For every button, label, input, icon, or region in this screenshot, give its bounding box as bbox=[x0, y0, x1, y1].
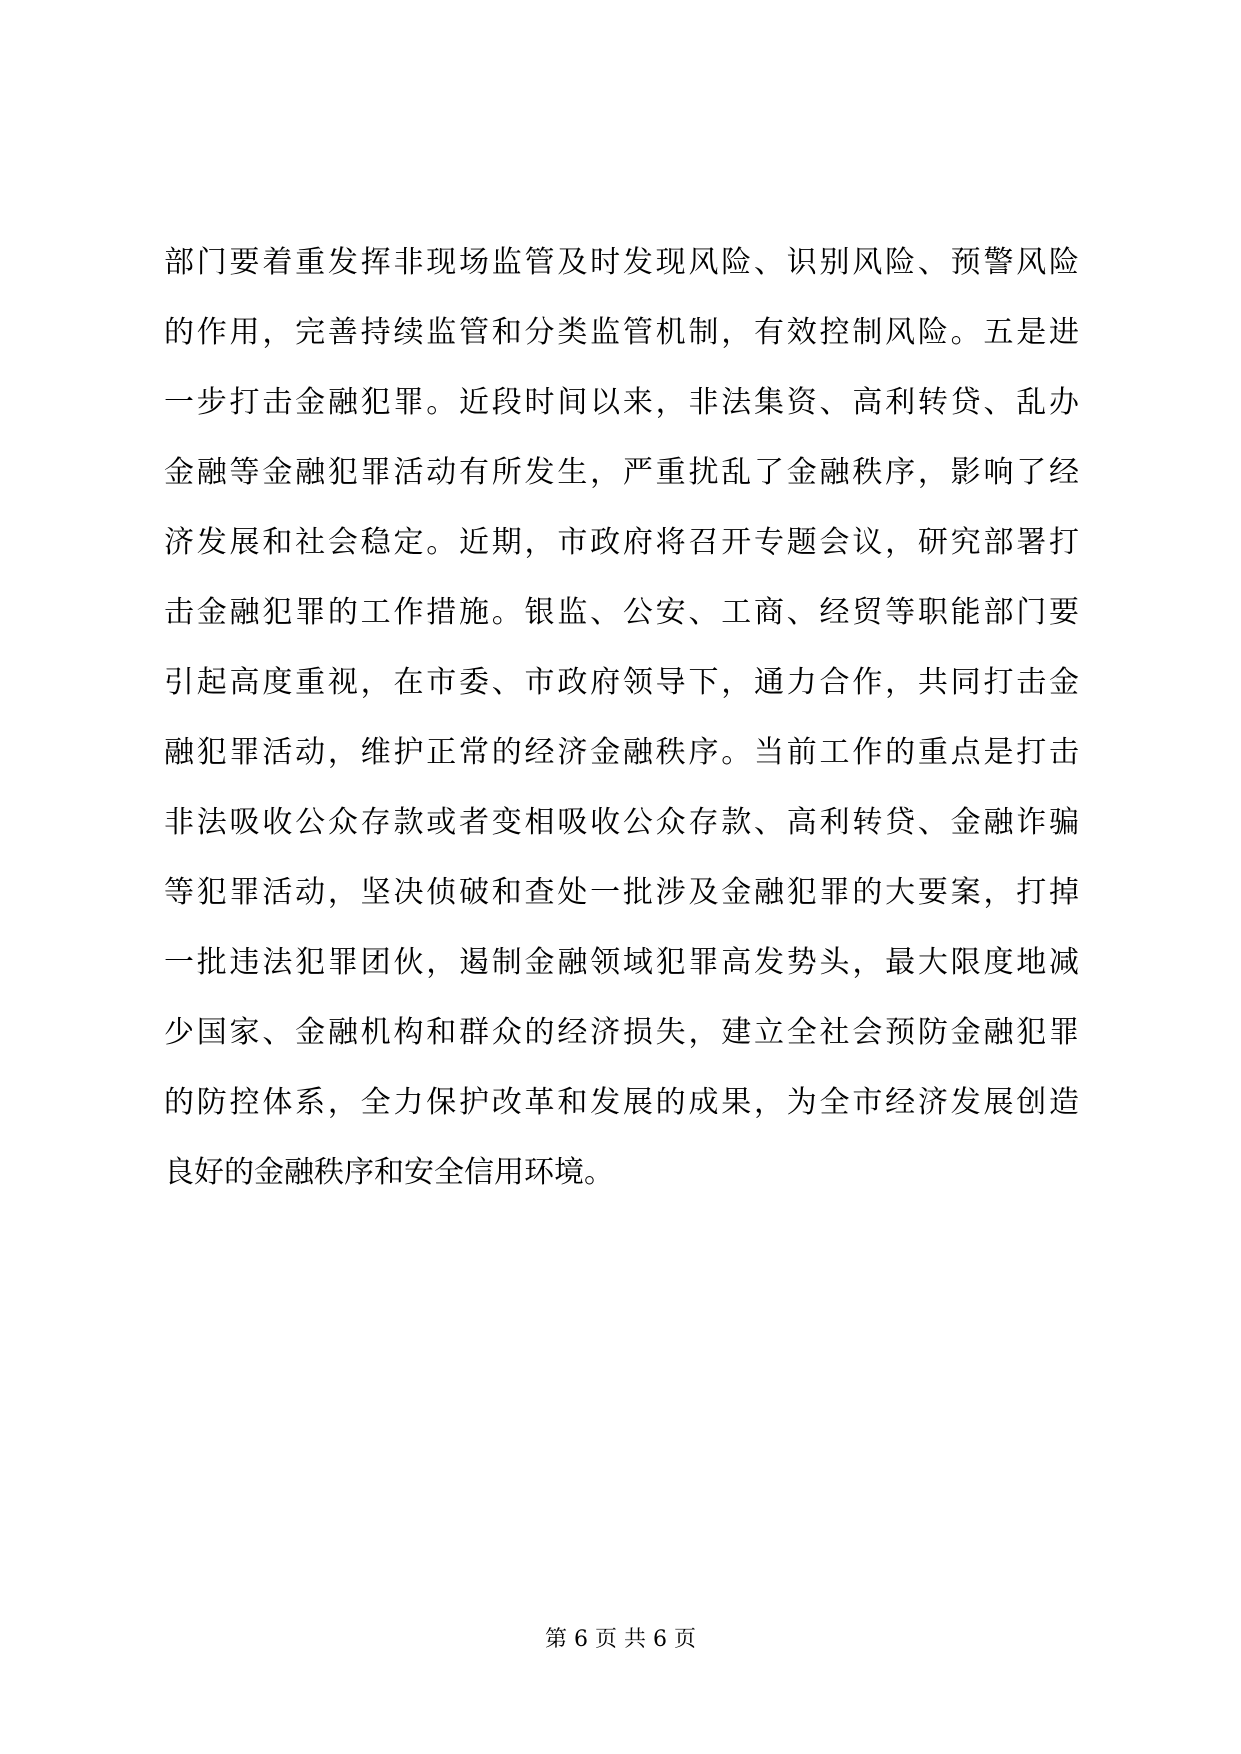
text-line: 一步打击金融犯罪。近段时间以来，非法集资、高利转贷、乱办 bbox=[164, 385, 1079, 420]
text-line: 击金融犯罪的工作措施。银监、公安、工商、经贸等职能部门要 bbox=[164, 595, 1079, 630]
text-line: 融犯罪活动，维护正常的经济金融秩序。当前工作的重点是打击 bbox=[164, 735, 1079, 770]
body-paragraph bbox=[164, 228, 1079, 1208]
text-line: 济发展和社会稳定。近期，市政府将召开专题会议，研究部署打 bbox=[164, 525, 1079, 560]
page-number-footer: 第 6 页 共 6 页 bbox=[545, 1627, 696, 1652]
text-line: 的作用，完善持续监管和分类监管机制，有效控制风险。五是进 bbox=[164, 315, 1079, 350]
text-line: 非法吸收公众存款或者变相吸收公众存款、高利转贷、金融诈骗 bbox=[164, 805, 1079, 840]
text-line: 金融等金融犯罪活动有所发生，严重扰乱了金融秩序，影响了经 bbox=[164, 455, 1079, 490]
text-line: 的防控体系，全力保护改革和发展的成果，为全市经济发展创造 bbox=[164, 1085, 1079, 1120]
text-line: 少国家、金融机构和群众的经济损失，建立全社会预防金融犯罪 bbox=[164, 1015, 1079, 1050]
text-line: 等犯罪活动，坚决侦破和查处一批涉及金融犯罪的大要案，打掉 bbox=[164, 875, 1079, 910]
text-line: 部门要着重发挥非现场监管及时发现风险、识别风险、预警风险 bbox=[164, 245, 1079, 280]
text-line: 一批违法犯罪团伙，遏制金融领域犯罪高发势头，最大限度地减 bbox=[164, 945, 1079, 980]
text-line: 引起高度重视，在市委、市政府领导下，通力合作，共同打击金 bbox=[164, 665, 1079, 700]
text-line: 良好的金融秩序和安全信用环境。 bbox=[164, 1155, 614, 1190]
